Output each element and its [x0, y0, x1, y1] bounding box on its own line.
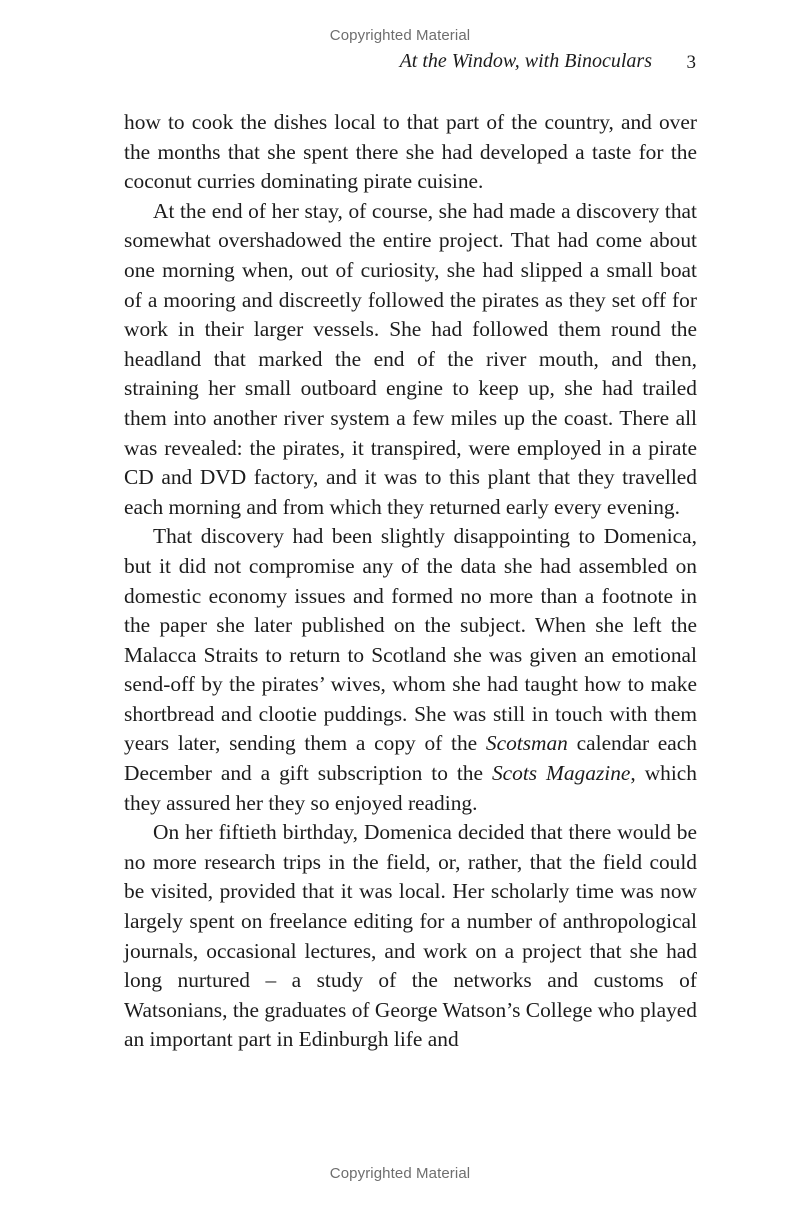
copyright-watermark-top: Copyrighted Material [329, 27, 471, 44]
paragraph-3-text-b: calendar each December and a gift subscription to the [124, 731, 697, 786]
running-head [124, 50, 696, 74]
paragraph-4: On her fiftieth birthday, Domenica decided that there would be no more research trips in the field, or, rather, that the field could be visited, provided that it was local. Her scholarly time was now largely spent on freelance editing for a number of anthropological journals, occasional lectures, and work on a project that she had long nurtured – a study of the networks and customs of Watsonians, the graduates of George Watson’s College who played an important part in Edinburgh life and [124, 820, 697, 1052]
copyright-watermark-bottom: Copyrighted Material [329, 1165, 471, 1182]
paragraph-3-text-a: That discovery had been slightly disappointing to Domenica, but it did not compromise any of the data she had assembled on domestic economy issues and formed no more than a footnote in the paper she later published on the subject. When she left the Malacca Straits to return to Scotland she was given an emotional send-off by the pirates’ wives, whom she had taught how to make shortbread and clootie puddings. She was still in touch with them years later, sending them a copy of the [124, 524, 697, 756]
paragraph-3-text-c: , which they assured her they so enjoyed reading. [124, 761, 697, 815]
paragraph-3 [124, 522, 697, 818]
body-text [124, 108, 697, 1055]
page-number: 3 [686, 52, 696, 73]
paragraph-2: At the end of her stay, of course, she had made a discovery that somewhat overshadowed the entire project. That had come about one morning when, out of curiosity, she had slipped a small boat of a mooring and discreetly followed the pirates as they set off for work in their larger vessels. She had followed them round the headland that marked the end of the river mouth, and then, straining her small outboard engine to keep up, she had trailed them into another river system a few miles up the coast. There all was revealed: the pirates, it transpired, were employed in a pirate CD and DVD factory, and it was to this plant that they travelled each morning and from which they returned early every evening. [124, 198, 697, 519]
scots-magazine-title: Scots Magazine [491, 761, 631, 786]
paragraph-1: how to cook the dishes local to that part of the country, and over the months that she spent there she had developed a taste for the coconut curries dominating pirate cuisine. [124, 110, 697, 194]
chapter-title: At the Window, with Binoculars [399, 50, 652, 72]
scotsman-title: Scotsman [485, 731, 568, 756]
